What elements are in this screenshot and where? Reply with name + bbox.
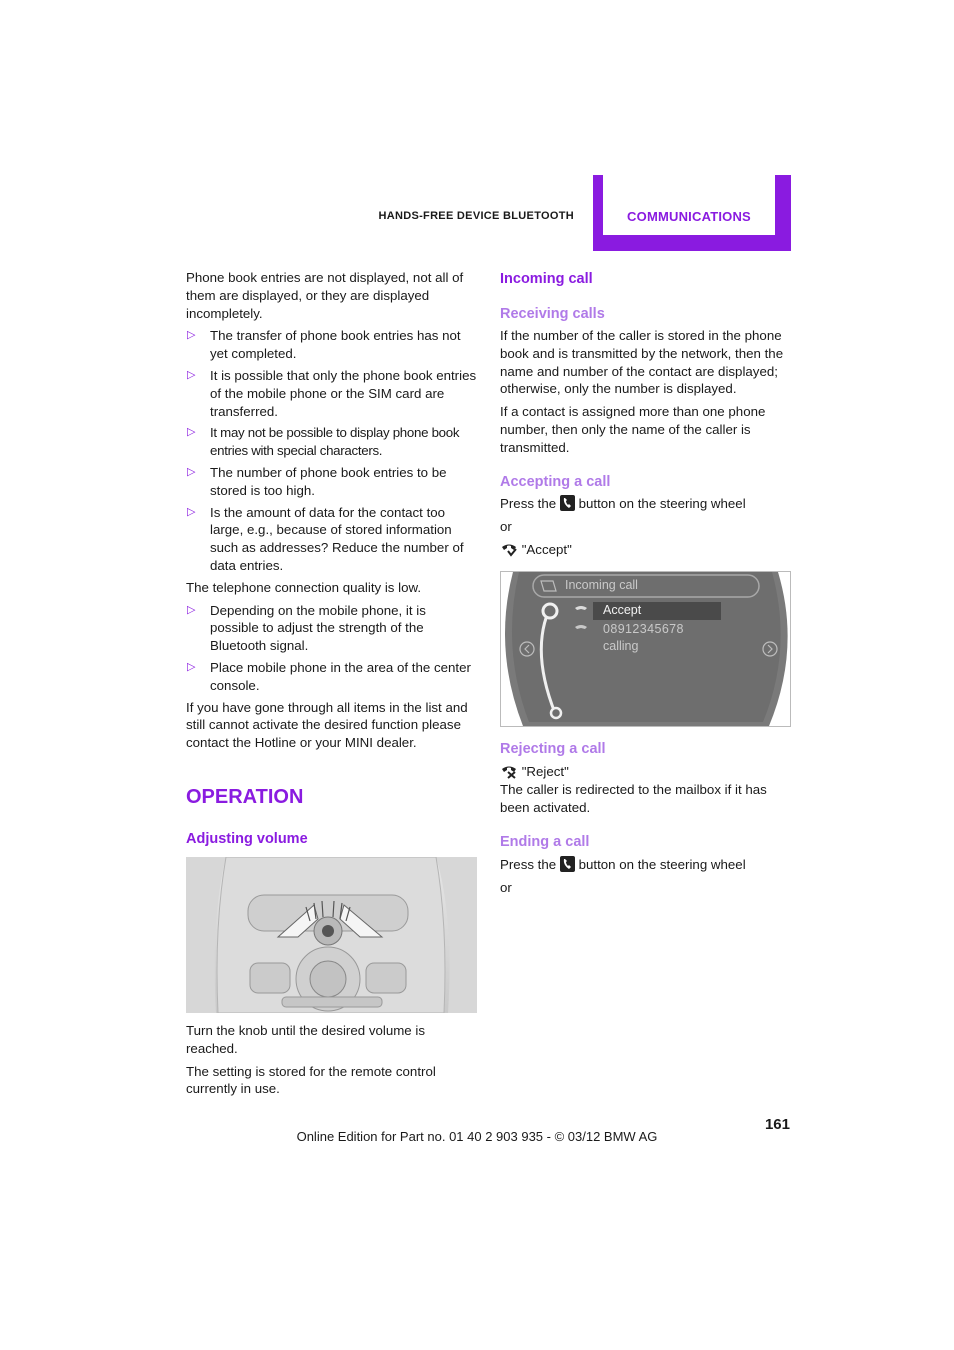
section-header: HANDS-FREE DEVICE BLUETOOTH <box>378 210 574 222</box>
screen-title: Incoming call <box>565 578 638 592</box>
reject-label: "Reject" <box>521 764 569 779</box>
quality-paragraph: The telephone connection quality is low. <box>186 579 422 595</box>
receiving-paragraph-1: If the number of the caller is stored in the phone book and is transmitted by the network, then the name and number of the contact are displayed; otherwise, only the number is displayed. <box>500 328 784 397</box>
reject-call-icon <box>500 765 518 779</box>
screen-caller-status: calling <box>603 639 639 653</box>
or-text: or <box>500 518 512 534</box>
chapter-tab-inner <box>603 175 775 235</box>
list-item <box>186 327 478 363</box>
accepting-call-heading: Accepting a call <box>500 474 611 490</box>
setting-stored-paragraph: The setting is stored for the remote control currently in use. <box>186 1063 436 1097</box>
phone-button-icon <box>560 495 575 511</box>
hotline-paragraph: If you have gone through all items in the list and still cannot activate the desired function please contact the Hotline or your MINI dealer. <box>186 699 468 751</box>
incoming-call-screen <box>500 571 791 727</box>
list-item-text: It may not be possible to display phone book entries with special characters. <box>210 425 460 459</box>
press-after-text: button on the steering wheel <box>578 496 746 511</box>
receiving-calls-heading: Receiving calls <box>500 306 605 322</box>
operation-heading: OPERATION <box>186 786 304 808</box>
rejecting-text <box>500 763 792 821</box>
accept-call-icon <box>500 543 518 557</box>
triangle-bullet-icon: ▷ <box>187 368 196 381</box>
adjusting-volume-heading: Adjusting volume <box>186 831 308 847</box>
press-button-line-2 <box>500 856 792 874</box>
footer-edition: Online Edition for Part no. 01 40 2 903 935 - © 03/12 BMW AG <box>296 1129 658 1144</box>
list-item <box>186 602 478 655</box>
triangle-bullet-icon: ▷ <box>187 603 196 616</box>
list-item-text: Is the amount of data for the contact too large, e.g., because of stored information such as addresses? Reduce the number of data entries. <box>210 504 464 573</box>
list-item-text: Depending on the mobile phone, it is possible to adjust the strength of the Bluetooth signal. <box>210 602 426 654</box>
list-item <box>186 504 478 575</box>
page-number: 161 <box>764 1116 790 1133</box>
triangle-bullet-icon: ▷ <box>187 426 196 439</box>
press-after-text: button on the steering wheel <box>578 857 746 872</box>
list-item <box>186 464 478 500</box>
triangle-bullet-icon: ▷ <box>187 329 196 342</box>
receiving-text <box>500 327 792 462</box>
left-column <box>186 269 478 757</box>
reject-line <box>500 763 792 781</box>
intro-paragraph: Phone book entries are not displayed, not all of them are displayed, or they are displayed incompletely. <box>186 270 464 321</box>
triangle-bullet-icon: ▷ <box>187 660 196 673</box>
ending-call-heading: Ending a call <box>500 834 590 850</box>
incoming-call-heading: Incoming call <box>500 271 593 287</box>
volume-text <box>186 1022 478 1103</box>
list-item <box>186 367 478 420</box>
rejecting-call-heading: Rejecting a call <box>500 741 606 757</box>
list-item-text: It is possible that only the phone book entries of the mobile phone or the SIM card are transferred. <box>210 367 477 419</box>
press-before-text: Press the <box>500 496 557 511</box>
bullet-list-2 <box>186 602 478 695</box>
list-item-text: The number of phone book entries to be stored is too high. <box>210 464 447 498</box>
list-item-text: Place mobile phone in the area of the center console. <box>210 659 471 693</box>
or-text: or <box>500 879 512 895</box>
bullet-list-1 <box>186 327 478 574</box>
console-illustration <box>186 857 477 1013</box>
accepting-text <box>500 495 792 563</box>
receiving-paragraph-2: If a contact is assigned more than one phone number, then only the name of the caller is transmitted. <box>500 404 766 455</box>
triangle-bullet-icon: ▷ <box>187 505 196 518</box>
list-item <box>186 424 478 460</box>
list-item <box>186 659 478 695</box>
center-console-image <box>186 857 477 1013</box>
screen-accept-item[interactable]: Accept <box>603 603 642 617</box>
list-item-text: The transfer of phone book entries has not yet completed. <box>210 328 461 362</box>
phone-button-icon <box>560 856 575 872</box>
reject-paragraph: The caller is redirected to the mailbox if it has been activated. <box>500 781 767 815</box>
turn-knob-paragraph: Turn the knob until the desired volume is reached. <box>186 1023 425 1056</box>
screen-caller-number: 08912345678 <box>603 622 684 636</box>
chapter-title: COMMUNICATIONS <box>627 209 751 224</box>
triangle-bullet-icon: ▷ <box>187 465 196 478</box>
accept-line <box>500 541 792 559</box>
press-before-text: Press the <box>500 857 557 872</box>
ending-text <box>500 856 792 902</box>
screen-bezel <box>501 572 790 726</box>
accept-label: "Accept" <box>521 541 572 557</box>
press-button-line <box>500 495 792 513</box>
